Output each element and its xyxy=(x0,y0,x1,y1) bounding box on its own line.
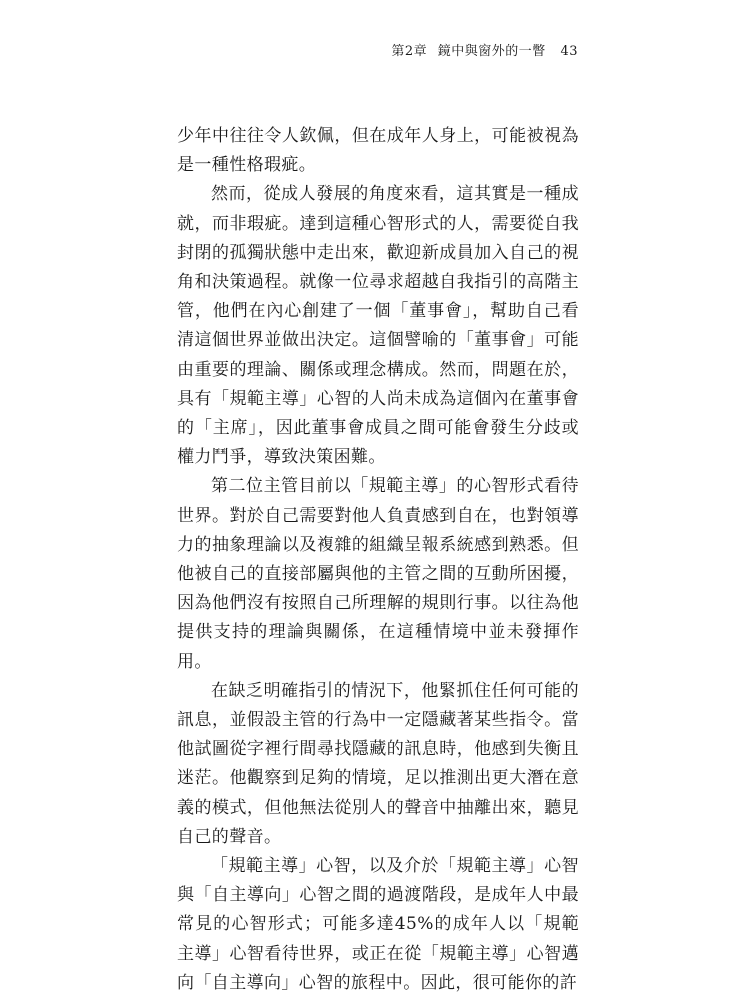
body-text xyxy=(177,122,579,998)
paragraph-2: 然而，從成人發展的角度來看，這其實是一種成就，而非瑕疵。達到這種心智形式的人，需要從自我封閉的孤獨狀態中走出來，歡迎新成員加入自己的視角和決策過程。就像一位尋求超越自我指引的高階主管，他們在內心創建了一個「董事會」，幫助自己看清這個世界並做出決定。這個譬喻的「董事會」可能由重要的理論、關係或理念構成。然而，問題在於，具有「規範主導」心智的人尚未成為這個內在董事會的「主席」，因此董事會成員之間可能會發生分歧或權力鬥爭，導致決策困難。 xyxy=(177,184,579,468)
paragraph-1: 少年中往往令人欽佩，但在成年人身上，可能被視為是一種性格瑕疵。 xyxy=(177,126,579,176)
chapter-title: 鏡中與窗外的一瞥 xyxy=(437,44,546,59)
paragraph-4: 在缺乏明確指引的情況下，他緊抓住任何可能的訊息，並假設主管的行為中一定隱藏著某些指令。當他試圖從字裡行間尋找隱藏的訊息時，他感到失衡且迷茫。他觀察到足夠的情境，足以推測出更大潛在意義的模式，但他無法從別人的聲音中抽離出來，聽見自己的聲音。 xyxy=(177,680,579,847)
running-header xyxy=(391,40,578,59)
paragraph-3: 第二位主管目前以「規範主導」的心智形式看待世界。對於自己需要對他人負責感到自在，也對領導力的抽象理論以及複雜的組織呈報系統感到熟悉。但他被自己的直接部屬與他的主管之間的互動所困擾，因為他們沒有按照自己所理解的規則行事。以往為他提供支持的理論與關係，在這種情境中並未發揮作用。 xyxy=(177,476,579,672)
chapter-label: 第2章 xyxy=(391,44,428,59)
paragraph-5: 「規範主導」心智，以及介於「規範主導」心智與「自主導向」心智之間的過渡階段，是成年人中最常見的心智形式；可能多達45%的成年人以「規範主導」心智看待世界，或正在從「規範主導」心智邁向「自主導向」心智的旅程中。因此，很可能你的許 xyxy=(177,856,579,993)
page-number: 43 xyxy=(560,44,578,59)
